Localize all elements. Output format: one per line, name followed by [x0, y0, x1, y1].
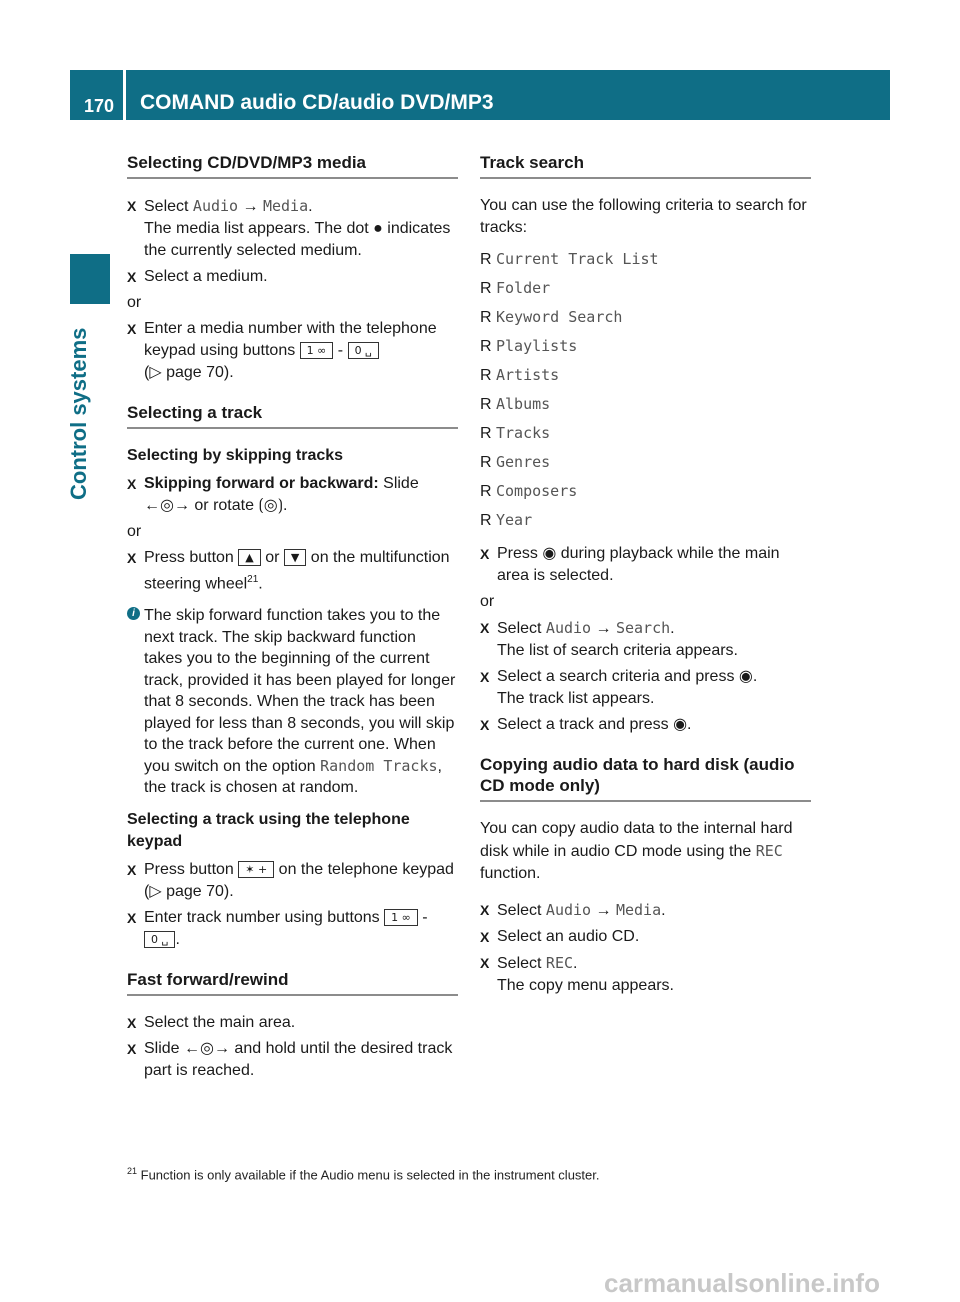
page-number: 170: [84, 96, 115, 116]
step-item: X Select a track and press ◉.: [480, 714, 811, 736]
step-item: X Press button ✶ + on the telephone keypad (▷ page 70).: [127, 860, 454, 900]
step-marker: X: [127, 269, 137, 285]
page-title: COMAND audio CD/audio DVD/MP3: [140, 91, 494, 114]
intro-text: You can copy audio data to the internal hard disk while in audio CD mode using the REC function.: [480, 820, 793, 882]
key-0-icon: 0 ␣: [144, 931, 175, 948]
list-item: R Artists: [480, 366, 560, 384]
info-icon: i: [127, 607, 140, 620]
step-marker: X: [480, 955, 490, 971]
criteria-list: [480, 245, 811, 535]
step-marker: X: [127, 476, 137, 492]
step-marker: X: [127, 909, 137, 926]
sub-heading: Selecting a track using the telephone keypad: [127, 810, 410, 850]
footnote: $^{21}$ Function is only available if the Audio menu is selected in the instrument cluster.: [127, 1166, 600, 1183]
step-marker: X: [480, 929, 490, 945]
step-marker: X: [127, 1040, 137, 1057]
step-marker: X: [127, 321, 137, 337]
section-heading: Fast forward/rewind: [127, 969, 458, 996]
list-item: R Albums: [480, 395, 551, 413]
list-item: R Year: [480, 511, 533, 529]
step-item: X Press ◉ during playback while the main area is selected.: [480, 545, 780, 584]
up-arrow-icon: ▲: [238, 549, 260, 566]
sub-heading: Selecting by skipping tracks: [127, 447, 344, 464]
step-marker: X: [480, 669, 490, 685]
or-text: or: [480, 593, 495, 610]
step-item: X Skipping forward or backward: Slide ←◎→ or rotate ⟮◎⟯.: [127, 475, 419, 514]
step-item: X Select a search criteria and press ◉. The track list appears.: [480, 668, 758, 707]
section-heading: Selecting CD/DVD/MP3 media: [127, 152, 458, 179]
info-note: i The skip forward function takes you to the next track. The skip backward function takes you to the beginning of the current track, provided it has been played for longer that 8 seconds. When the track has been played for less than 8 seconds, you will skip to the track before the current one. When you switch on the option Random Tracks, the track is chosen at random.: [127, 605, 458, 799]
step-item: X Select REC. The copy menu appears.: [480, 954, 674, 994]
side-label: Control systems: [66, 327, 91, 500]
key-1-icon: 1 ∞: [384, 909, 418, 926]
list-item: R Folder: [480, 279, 551, 297]
intro-text: You can use the following criteria to search for tracks:: [480, 197, 807, 236]
step-item: X Enter a media number with the telephone keypad using buttons 1 ∞ - 0 ␣ (▷ page 70).: [127, 320, 437, 381]
step-marker: X: [127, 198, 137, 214]
key-1-icon: 1 ∞: [300, 342, 334, 359]
section-heading: Copying audio data to hard disk (audio CD mode only): [480, 754, 811, 802]
list-item: R Composers: [480, 482, 578, 500]
step-item: X Slide ←◎→ and hold until the desired track part is reached.: [127, 1039, 453, 1079]
down-arrow-icon: ▼: [284, 549, 306, 566]
step-marker: X: [127, 550, 137, 566]
right-column: [480, 152, 811, 1001]
step-item: X Select Audio → Media. The media list appears. The dot ● indicates the currently selected medium.: [127, 197, 451, 259]
star-key-icon: ✶ +: [238, 861, 274, 878]
section-heading: Track search: [480, 152, 811, 179]
step-marker: X: [480, 546, 490, 562]
step-marker: X: [480, 620, 490, 636]
step-marker: X: [127, 861, 137, 878]
or-text: or: [127, 523, 142, 540]
step-item: X Select the main area.: [127, 1012, 458, 1034]
step-item: X Select an audio CD.: [480, 926, 811, 948]
list-item: R Tracks: [480, 424, 551, 442]
list-item: R Current Track List: [480, 250, 659, 268]
step-marker: X: [127, 1014, 137, 1031]
or-text: or: [127, 294, 142, 311]
step-marker: X: [480, 902, 490, 918]
section-heading: Selecting a track: [127, 402, 458, 429]
step-item: X Select Audio → Search. The list of search criteria appears.: [480, 619, 738, 659]
step-item: X Enter track number using buttons 1 ∞ - 0 ␣ .: [127, 908, 428, 948]
side-tab: [70, 254, 110, 304]
list-item: R Genres: [480, 453, 551, 471]
left-column: [127, 152, 458, 1086]
step-item: X Select Audio → Media.: [480, 901, 666, 919]
list-item: R Keyword Search: [480, 308, 623, 326]
list-item: R Playlists: [480, 337, 578, 355]
key-0-icon: 0 ␣: [348, 342, 379, 359]
step-item: X Press button ▲ or ▼ on the multifunction steering wheel$^{21}$.: [127, 549, 450, 593]
watermark: carmanualsonline.info: [604, 1268, 880, 1298]
step-item: X Select a medium.: [127, 266, 458, 288]
step-marker: X: [480, 717, 490, 733]
